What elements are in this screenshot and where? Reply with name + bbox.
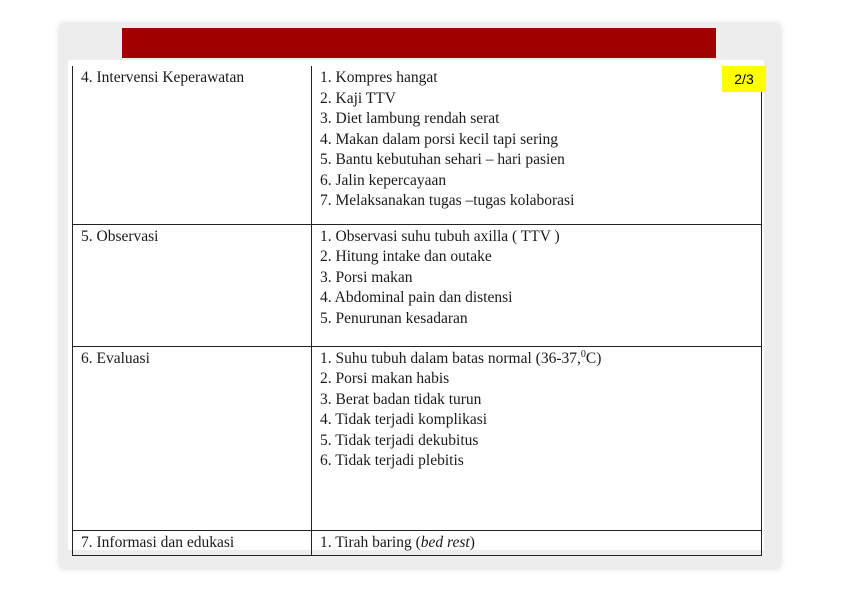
item-text: 1. Tirah baring ( bbox=[320, 533, 421, 551]
list-item: 1. Kompres hangat bbox=[320, 69, 438, 86]
row-label-informasi: 7. Informasi dan edukasi bbox=[73, 530, 312, 556]
row-label-intervensi: 4. Intervensi Keperawatan bbox=[73, 66, 312, 224]
row-label-evaluasi: 6. Evaluasi bbox=[73, 346, 312, 530]
nursing-care-table bbox=[72, 66, 762, 556]
list-item: 2. Porsi makan habis bbox=[320, 370, 450, 387]
list-item: 5. Penurunan kesadaran bbox=[320, 309, 468, 327]
list-item: 6. Jalin kepercayaan bbox=[320, 171, 447, 189]
list-item: 7. Melaksanakan tugas –tugas kolaborasi bbox=[320, 192, 575, 209]
list-item: 3. Porsi makan bbox=[320, 268, 413, 286]
list-item: 1. Observasi suhu tubuh axilla ( TTV ) bbox=[320, 227, 560, 245]
list-item: 5. Bantu kebutuhan sehari – hari pasien bbox=[320, 151, 565, 168]
list-item: 2. Hitung intake dan outake bbox=[320, 248, 492, 265]
list-item bbox=[320, 349, 755, 370]
document-page bbox=[68, 60, 764, 550]
degree-superscript: 0 bbox=[580, 348, 586, 360]
list-item: 5. Tidak terjadi dekubitus bbox=[320, 431, 479, 449]
list-item: 4. Tidak terjadi komplikasi bbox=[320, 411, 488, 428]
item-text: C) bbox=[585, 349, 602, 367]
row-items-informasi bbox=[312, 530, 762, 556]
item-text: 1. Suhu tubuh dalam batas normal (36-37, bbox=[320, 349, 581, 367]
list-item: 3. Diet lambung rendah serat bbox=[320, 110, 500, 127]
page-indicator-badge: 2/3 bbox=[722, 66, 766, 92]
row-label-observasi: 5. Observasi bbox=[73, 224, 312, 346]
list-item: 3. Berat badan tidak turun bbox=[320, 390, 482, 408]
list-item: 4. Makan dalam porsi kecil tapi sering bbox=[320, 130, 559, 148]
slide-title-bar bbox=[122, 28, 716, 58]
row-items-evaluasi bbox=[312, 346, 762, 530]
list-item bbox=[320, 533, 755, 554]
table-row bbox=[73, 66, 762, 224]
item-text: ) bbox=[469, 533, 475, 551]
list-item: 6. Tidak terjadi plebitis bbox=[320, 452, 464, 469]
table-row bbox=[73, 530, 762, 556]
item-text-italic: bed rest bbox=[420, 533, 470, 551]
table-row bbox=[73, 346, 762, 530]
list-item: 2. Kaji TTV bbox=[320, 89, 396, 107]
table-row bbox=[73, 224, 762, 346]
list-item: 4. Abdominal pain dan distensi bbox=[320, 289, 513, 306]
row-items-intervensi bbox=[312, 66, 762, 224]
row-items-observasi bbox=[312, 224, 762, 346]
